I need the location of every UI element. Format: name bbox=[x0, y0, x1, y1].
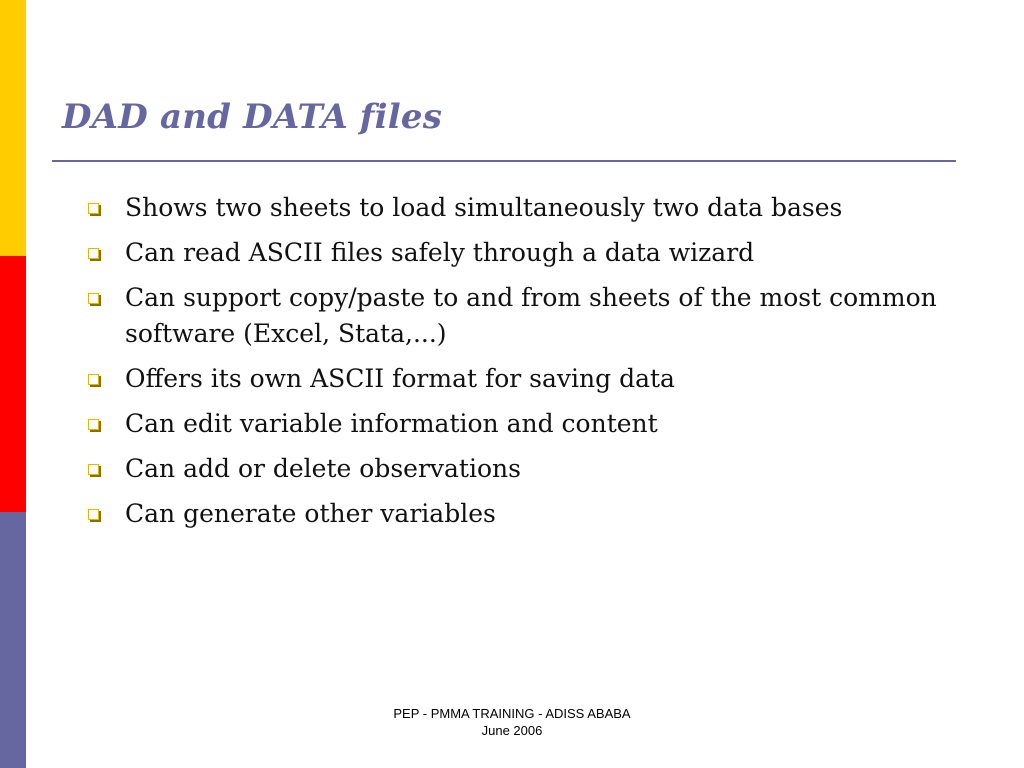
bullet-text: Can edit variable information and content bbox=[125, 409, 658, 438]
bullet-square-icon bbox=[88, 374, 99, 385]
footer-line-2: June 2006 bbox=[481, 723, 543, 738]
bullet-item bbox=[88, 190, 948, 226]
bullet-square-icon bbox=[88, 419, 99, 430]
bullet-square-icon bbox=[88, 464, 99, 475]
side-bar-red bbox=[0, 256, 26, 512]
bullet-text: Can add or delete observations bbox=[125, 454, 521, 483]
side-bar-blue bbox=[0, 512, 26, 768]
slide-footer bbox=[312, 705, 712, 739]
bullet-text: Can support copy/paste to and from sheets of the most common software (Excel, Stata,...) bbox=[125, 283, 937, 348]
slide-title: DAD and DATA files bbox=[62, 97, 443, 137]
bullet-square-icon bbox=[88, 293, 99, 304]
bullet-square-icon bbox=[88, 509, 99, 520]
bullet-text: Can read ASCII files safely through a data wizard bbox=[125, 238, 755, 267]
bullet-text: Shows two sheets to load simultaneously two data bases bbox=[125, 193, 843, 222]
bullet-square-icon bbox=[88, 203, 99, 214]
footer-line-1: PEP - PMMA TRAINING - ADISS ABABA bbox=[393, 706, 631, 721]
bullet-text: Offers its own ASCII format for saving data bbox=[125, 364, 675, 393]
bullet-text: Can generate other variables bbox=[125, 499, 496, 528]
bullet-item bbox=[88, 406, 948, 442]
bullet-item bbox=[88, 496, 948, 532]
bullet-item bbox=[88, 235, 948, 271]
side-bar-yellow bbox=[0, 0, 26, 256]
bullet-item bbox=[88, 361, 948, 397]
bullet-item bbox=[88, 280, 948, 352]
bullet-square-icon bbox=[88, 248, 99, 259]
bullet-item bbox=[88, 451, 948, 487]
bullet-list bbox=[88, 190, 948, 541]
title-divider bbox=[52, 160, 956, 162]
